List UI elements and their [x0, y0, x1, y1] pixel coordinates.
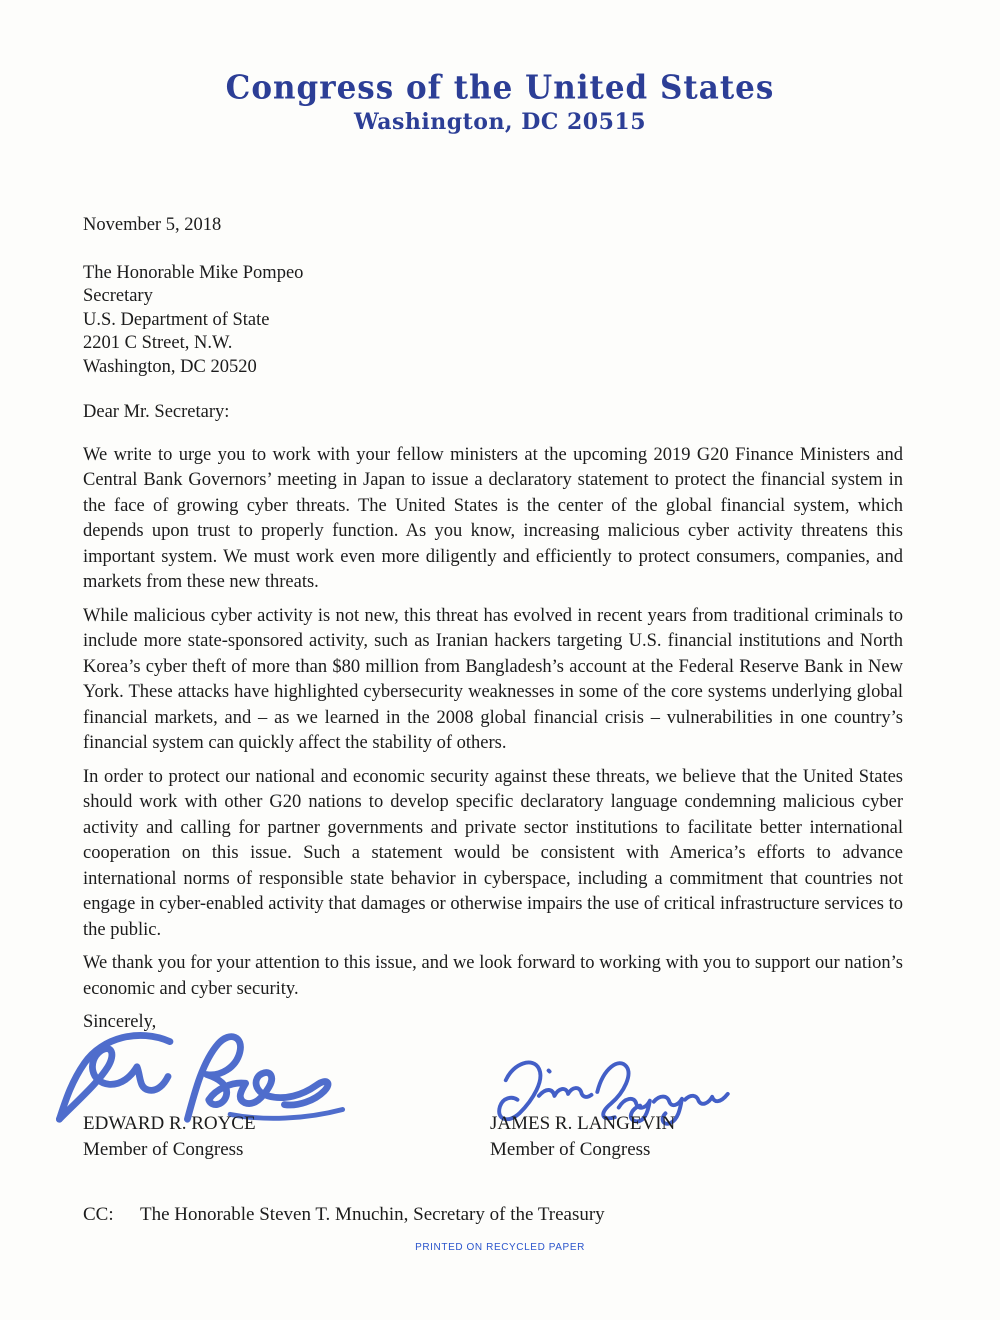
signature-block-langevin [490, 1053, 732, 1163]
cc-line [83, 1202, 903, 1228]
address-line: Washington, DC 20520 [83, 356, 257, 377]
address-line: The Honorable Mike Pompeo [83, 262, 304, 283]
signer-name: EDWARD R. ROYCE [83, 1112, 256, 1134]
body-paragraph: In order to protect our national and economic security against these threats, we believe that the United States should work with other G20 nations to develop specific declaratory language condemning malicious cyber activity and calling for partner governments and private sector institutions to facilitate better international cooperation on this issue. Such a statement would be consistent with America’s efforts to advance international norms of responsible state behavior in cyberspace, including a commitment that countries not engage in cyber-enabled activity that damages or otherwise impairs the use of critical infrastructure services to the public. [83, 766, 903, 940]
address-line: 2201 C Street, N.W. [83, 333, 233, 353]
address-line: U.S. Department of State [83, 309, 270, 330]
letter-date: November 5, 2018 [83, 215, 222, 235]
salutation: Dear Mr. Secretary: [83, 402, 230, 422]
recipient-address [83, 262, 903, 380]
signer-title: Member of Congress [83, 1138, 244, 1160]
letterhead-title: Congress of the United States [225, 69, 775, 107]
recycled-paper-note: PRINTED ON RECYCLED PAPER [415, 1242, 585, 1253]
body-paragraph: We thank you for your attention to this issue, and we look forward to working with you to support our nation’s economic and cyber security. [83, 953, 903, 999]
cc-text: The Honorable Steven T. Mnuchin, Secretary of the Treasury [140, 1203, 605, 1225]
body-paragraph: We write to urge you to work with your fellow ministers at the upcoming 2019 G20 Finance Ministers and Central Bank Governors’ meeting in Japan to issue a declaratory statement to protect the financial system in the face of growing cyber threats. The United States is the center of the global financial system, which depends upon trust to properly function. As you know, increasing malicious cyber activity threatens this important system. We must work even more diligently and efficiently to protect consumers, companies, and markets from these new threats. [83, 444, 903, 592]
signer-title: Member of Congress [490, 1138, 651, 1160]
signature-block-royce [83, 1036, 490, 1163]
signer-name: JAMES R. LANGEVIN [490, 1112, 676, 1134]
letter-body [83, 213, 903, 1227]
letterhead [0, 70, 1000, 135]
address-line: Secretary [83, 286, 153, 306]
closing-salutation: Sincerely, [83, 1012, 157, 1032]
body-paragraph: While malicious cyber activity is not new, this threat has evolved in recent years from traditional criminals to include more state-sponsored activity, such as Iranian hackers targeting U.S. financial institutions and North Korea’s cyber theft of more than $80 million from Bangladesh’s account at the Federal Reserve Bank in New York. These attacks have highlighted cybersecurity weaknesses in some of the core systems underlying global financial markets, and – as we learned in the 2008 global financial crisis – vulnerabilities in one country’s financial system can quickly affect the stability of others. [83, 605, 903, 753]
cc-label: CC: [83, 1203, 114, 1225]
signature-row [83, 1036, 903, 1163]
letterhead-subtitle: Washington, DC 20515 [353, 109, 647, 135]
